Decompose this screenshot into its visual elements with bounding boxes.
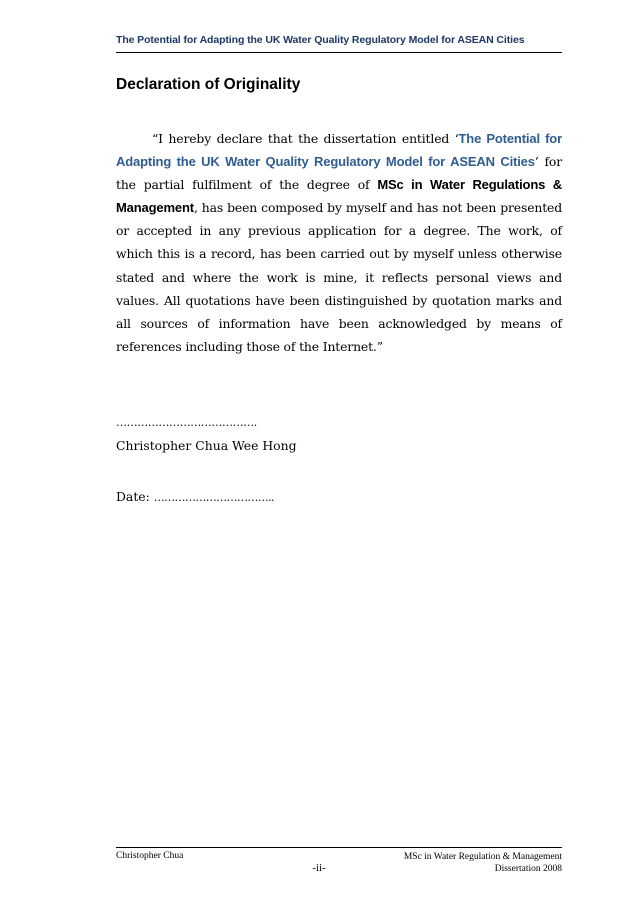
date-line — [116, 489, 274, 504]
degree-name: MSc in Water Regulations & Management — [116, 177, 562, 216]
author-name: Christopher Chua Wee Hong — [116, 438, 297, 453]
running-header: The Potential for Adapting the UK Water Quality Regulatory Model for ASEAN Cities — [116, 34, 525, 46]
date-dots: …………………………….. — [153, 491, 274, 504]
signature-line: …………………………………. — [116, 416, 257, 429]
declaration-paragraph — [116, 127, 562, 358]
footer-year: Dissertation 2008 — [494, 864, 562, 874]
date-label: Date: — [116, 489, 154, 504]
footer-rule — [116, 847, 562, 848]
page-number: -ii- — [312, 862, 326, 874]
dissertation-title: The Potential for Adapting the UK Water Quality Regulatory Model for ASEAN Cities — [116, 131, 562, 170]
footer-author: Christopher Chua — [116, 851, 184, 861]
footer-degree: MSc in Water Regulation & Management — [403, 852, 562, 862]
declaration-text-part2: ’ for the partial fulfilment of the degree of — [116, 154, 562, 193]
declaration-text-part1: “I hereby declare that the dissertation entitled ‘ — [152, 131, 459, 146]
declaration-text-part3: , has been composed by myself and has not been presented or accepted in any previous application for a degree. The work, of which this is a record, has been carried out by myself unless otherwise stated and where the work is mine, it reflects personal views and values. All quotations have been distinguished by quotation marks and all sources of information have been acknowledged by means of references including those of the Internet.” — [116, 200, 562, 354]
header-rule — [116, 52, 562, 53]
section-heading: Declaration of Originality — [116, 76, 301, 93]
